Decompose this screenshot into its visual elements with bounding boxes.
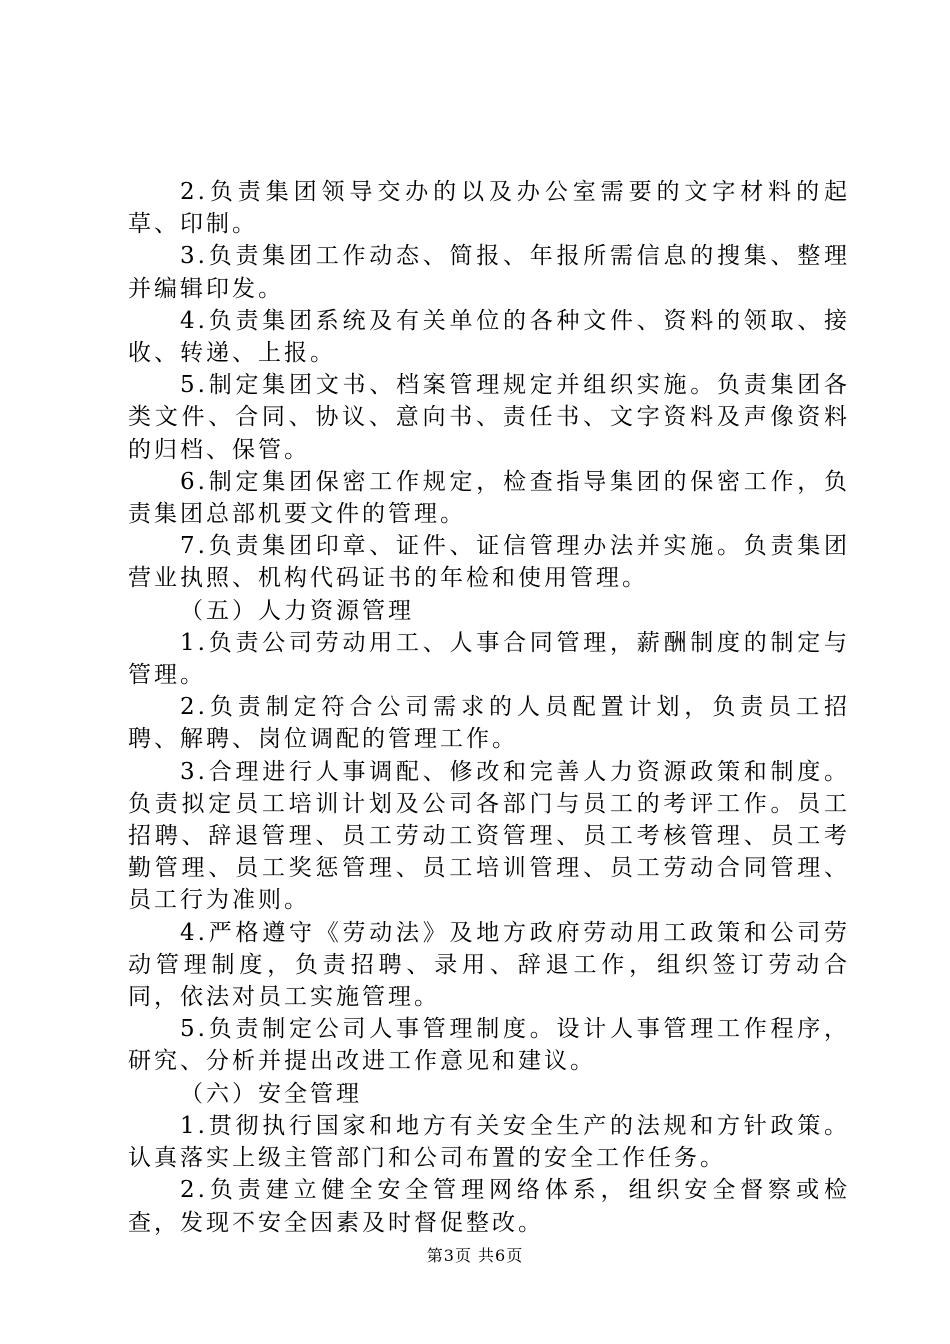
document-body xyxy=(128,176,850,1239)
paragraph-hr-5: 5.负责制定公司人事管理制度。设计人事管理工作程序，研究、分析并提出改进工作意见和建议。 xyxy=(128,1016,850,1075)
paragraph-item-3: 3.负责集团工作动态、简报、年报所需信息的搜集、整理并编辑印发。 xyxy=(128,243,850,302)
paragraph-item-2: 2.负责集团领导交办的以及办公室需要的文字材料的起草、印制。 xyxy=(128,179,850,238)
paragraph-item-6: 6.制定集团保密工作规定，检查指导集团的保密工作，负责集团总部机要文件的管理。 xyxy=(128,468,850,528)
page-number-footer: 第3页 共6页 xyxy=(426,1246,524,1265)
paragraph-hr-4: 4.严格遵守《劳动法》及地方政府劳动用工政策和公司劳动管理制度，负责招聘、录用、辞退工作，组织签订劳动合同，依法对员工实施管理。 xyxy=(128,919,850,1011)
paragraph-safety-1: 1.贯彻执行国家和地方有关安全生产的法规和方针政策。认真落实上级主管部门和公司布置的安全工作任务。 xyxy=(128,1112,850,1172)
section-heading-safety: （六）安全管理 xyxy=(180,1080,362,1107)
section-heading-hr: （五）人力资源管理 xyxy=(180,597,414,624)
paragraph-item-5: 5.制定集团文书、档案管理规定并组织实施。负责集团各类文件、合同、协议、意向书、责任书、文字资料及声像资料的归档、保管。 xyxy=(128,372,850,463)
paragraph-hr-3: 3.合理进行人事调配、修改和完善人力资源政策和制度。负责拟定员工培训计划及公司各部门与员工的考评工作。员工招聘、辞退管理、员工劳动工资管理、员工考核管理、员工考勤管理、员工奖惩管理、员工培训管理、员工劳动合同管理、员工行为准则。 xyxy=(128,758,850,914)
paragraph-hr-1: 1.负责公司劳动用工、人事合同管理，薪酬制度的制定与管理。 xyxy=(128,629,850,689)
paragraph-item-7: 7.负责集团印章、证件、证信管理办法并实施。负责集团营业执照、机构代码证书的年检和使用管理。 xyxy=(128,533,850,592)
paragraph-hr-2: 2.负责制定符合公司需求的人员配置计划，负责员工招聘、解聘、岗位调配的管理工作。 xyxy=(128,694,850,753)
paragraph-item-4: 4.负责集团系统及有关单位的各种文件、资料的领取、接收、转递、上报。 xyxy=(128,307,850,367)
paragraph-safety-2: 2.负责建立健全安全管理网络体系，组织安全督察或检查，发现不安全因素及时督促整改。 xyxy=(128,1177,850,1236)
